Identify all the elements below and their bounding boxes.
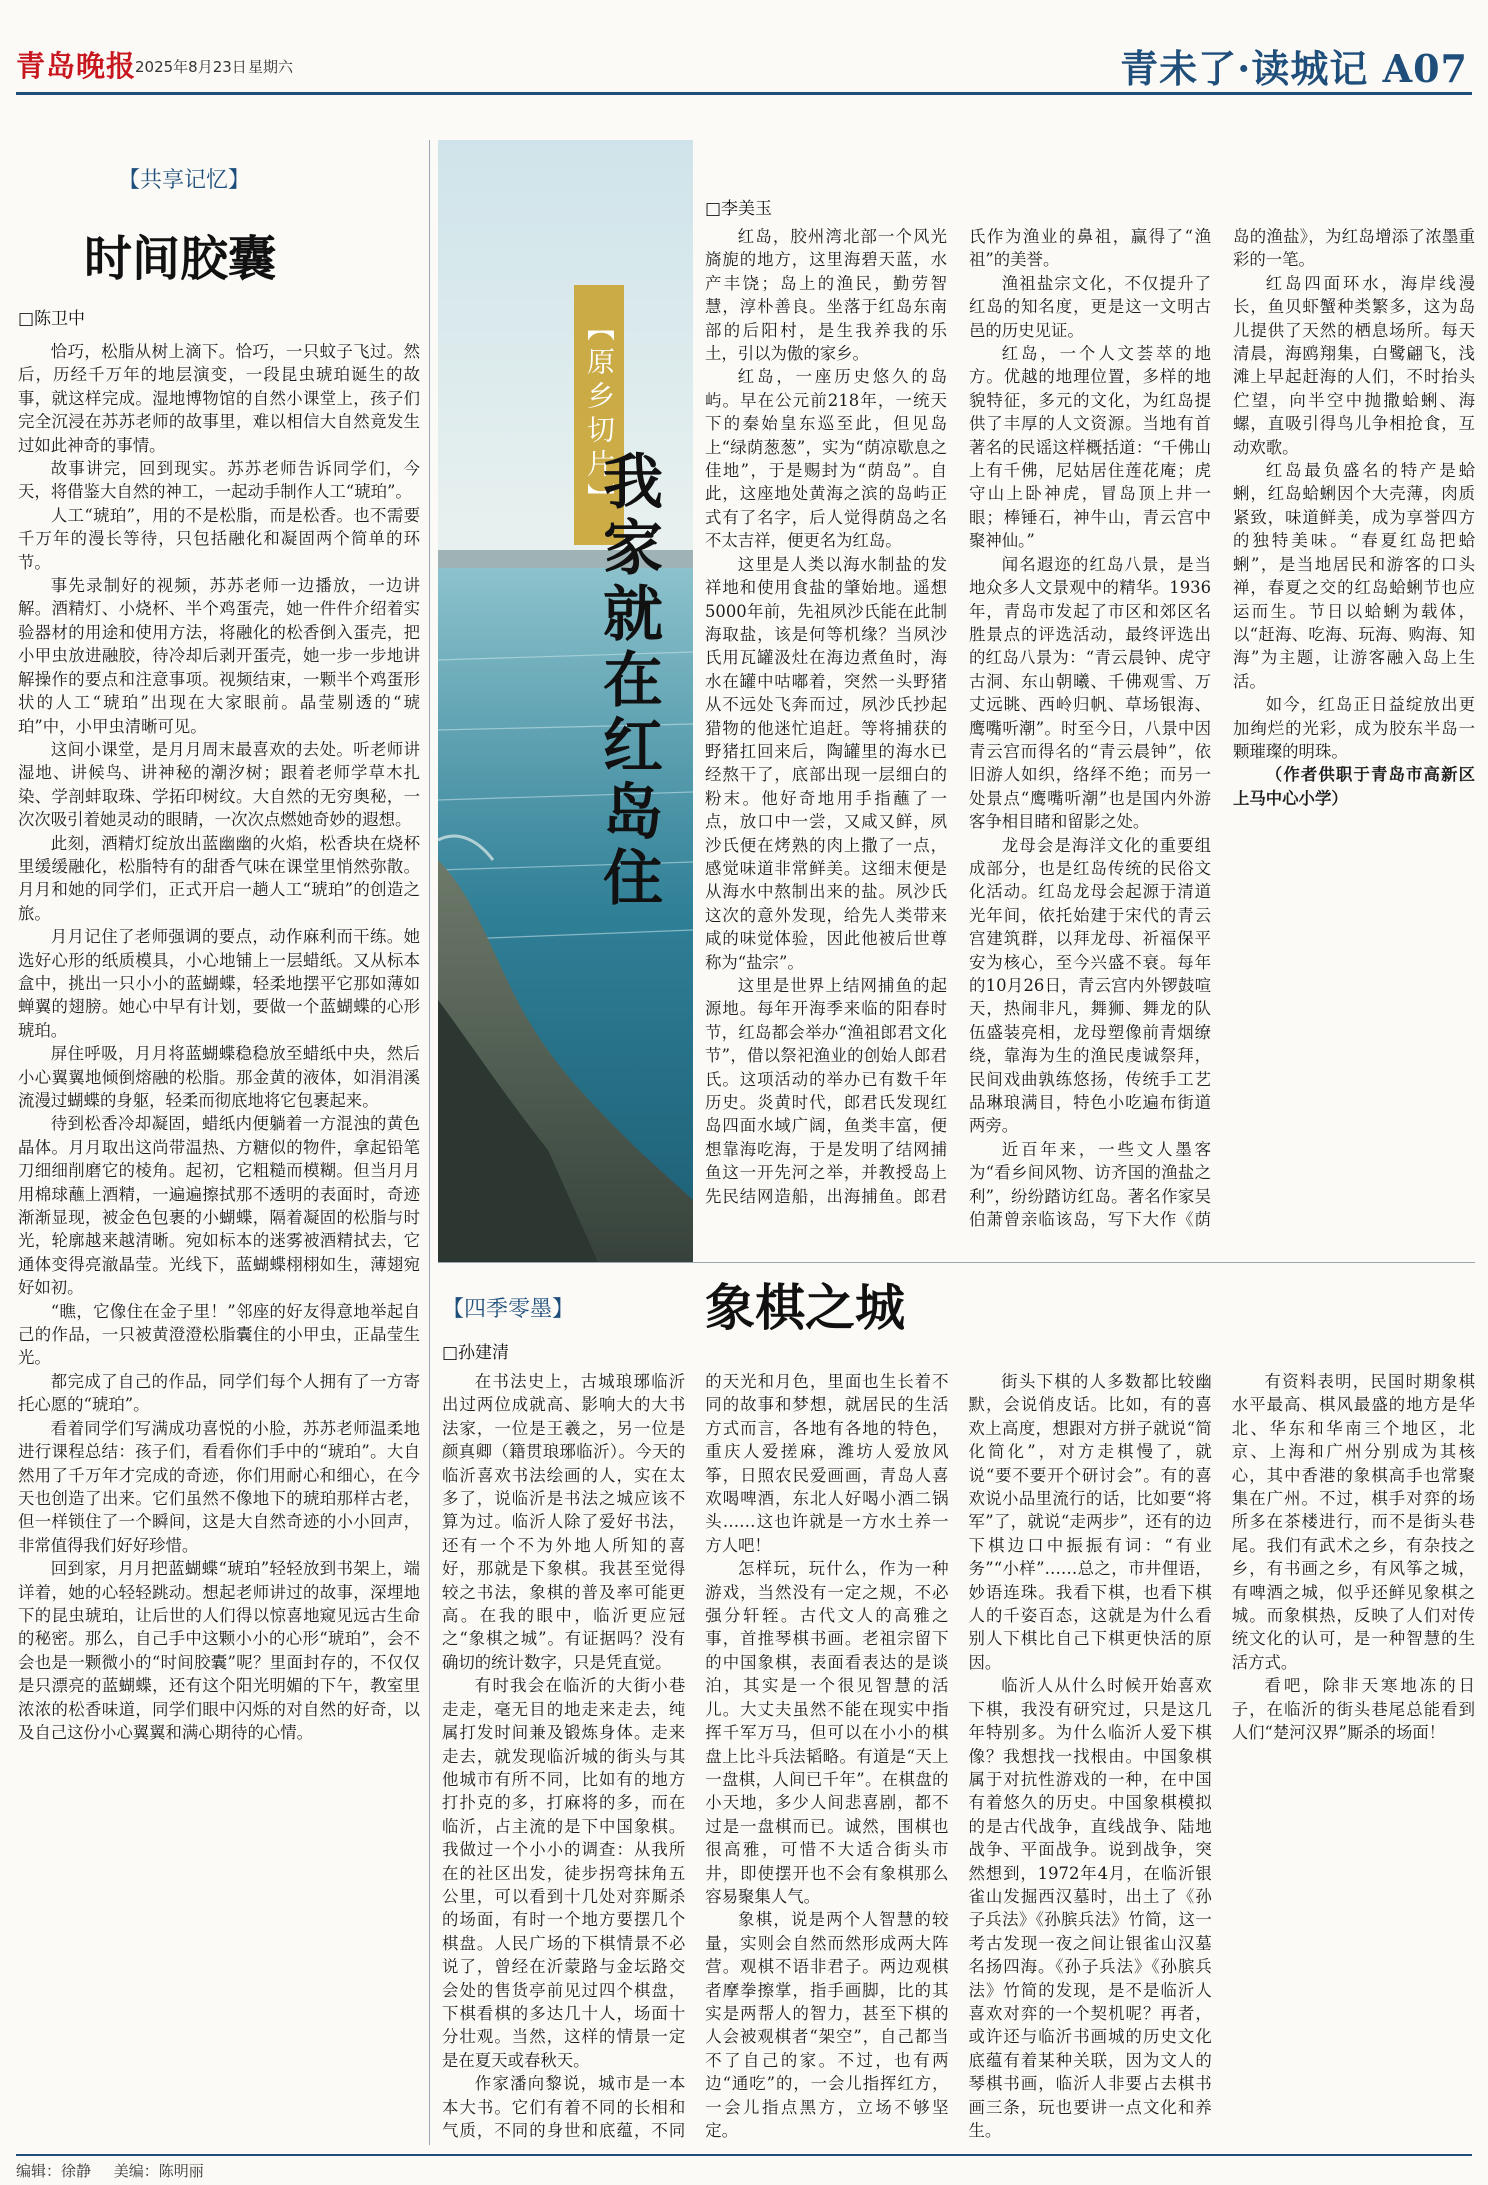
paragraph: “瞧，它像住在金子里！”邻座的好友得意地举起自己的作品，一只被黄澄澄松脂囊住的小甲虫，正晶莹生光。: [18, 1301, 420, 1368]
paragraph: 待到松香冷却凝固，蜡纸内便躺着一方混浊的黄色晶体。月月取出这尚带温热、方糖似的物件，拿起铅笔刀细细削磨它的棱角。起初，它粗糙而模糊。但当月月用棉球蘸上酒精，一遍遍擦拭那不透明的表面时，奇迹渐渐显现，被金色包裹的小蝴蝶，隔着凝固的松脂与时光，轮廓越来越清晰。宛如标本的迷雾被酒精拭去，它通体变得亮澈晶莹。光线下，蓝蝴蝶栩栩如生，薄翅宛好如初。: [18, 1114, 420, 1298]
paragraph: 红岛四面环水，海岸线漫长，鱼贝虾蟹种类繁多，这为岛儿提供了天然的栖息场所。每天清晨，海鸥翔集，白鹭翩飞，浅滩上早起赶海的人们，不时抬头伫望，向半空中抛撒蛤蜊、海螺，直吸引得鸟儿争相抢食，互动欢歌。: [1233, 273, 1475, 457]
article1-title: 时间胶囊: [84, 231, 277, 287]
article2-tag: 【原乡切片】: [574, 285, 624, 545]
paragraph: 如今，红岛正日益绽放出更加绚烂的光彩，成为胶东半岛一颗璀璨的明珠。: [1233, 695, 1475, 761]
paragraph: 都完成了自己的作品，同学们每个人拥有了一方寄托心愿的“琥珀”。: [18, 1371, 420, 1415]
paragraph: 有资料表明，民国时期象棋水平最高、棋风最盛的地方是华北、华东和华南三个地区，北京、上海和广州分别成为其核心，其中香港的象棋高手也常聚集在广州。不过，棋手对弈的场所多在茶楼进行，而不是街头巷尾。我们有武术之乡，有杂技之乡，有书画之乡，有风筝之城，有啤酒之城，似乎还鲜见象棋之城。而象棋热，反映了人们对传统文化的认可，是一种智慧的生活方式。: [1231, 1372, 1475, 1672]
paragraph: 恰巧，松脂从树上滴下。恰巧，一只蚊子飞过。然后，历经千万年的地层演变，一段昆虫琥珀诞生的故事，就这样完成。湿地博物馆的自然小课堂上，孩子们完全沉浸在苏苏老师的故事里，难以相信大自然竟发生过如此神奇的事情。: [18, 342, 420, 455]
paragraph: 怎样玩，玩什么，作为一种游戏，当然没有一定之规，不必强分轩轾。古代文人的高雅之事，首推琴棋书画。老祖宗留下的中国象棋，表面看表达的是谈泊，其实是一个很见智慧的活儿。大丈夫虽然不能在现实中指挥千军万马，但可以在小小的棋盘上比斗兵法韬略。有道是“天上一盘棋，人间已千年”。在棋盘的小天地，多少人间悲喜剧，都不过是一盘棋而已。诚然，围棋也很高雅，可惜不大适合街头市井，即使摆开也不会有象棋那么容易聚集人气。: [705, 1559, 949, 1906]
article1-byline: □陈卫中: [18, 309, 86, 329]
paragraph: 渔祖盐宗文化，不仅提升了红岛的知名度，更是这一文明古邑的历史见证。: [969, 273, 1211, 340]
paragraph: 屏住呼吸，月月将蓝蝴蝶稳稳放至蜡纸中央，然后小心翼翼地倾倒熔融的松脂。那金黄的液体，如涓涓溪流漫过蝴蝶的身躯，轻柔而彻底地将它包裹起来。: [18, 1044, 420, 1110]
paragraph: 人工“琥珀”，用的不是松脂，而是松香。也不需要千万年的漫长等待，只包括融化和凝固两个简单的环节。: [18, 505, 420, 572]
paragraph: 近百年来，一些文人墨客为“看乡间风物、访齐国的渔盐之利”，纷纷踏访红岛。著名作家吴伯萧曾亲临该岛，写下大作《荫岛的渔盐》，为红岛增添了浓墨重彩的一笔。: [969, 227, 1475, 1230]
paragraph: 象棋，说是两个人智慧的较量，实则会自然而然形成两大阵营。观棋不语非君子。两边观棋者摩拳擦掌，指手画脚，比的其实是两帮人的智力，甚至下棋的人会被观棋者“架空”，自己都当不了自己的家。不过，也有两边“通吃”的，一会儿指挥红方，一会儿指点黑方，立场不够坚定。: [705, 1910, 949, 2140]
paragraph: 看吧，除非天寒地冻的日子，在临沂的街头巷尾总能看到人们“楚河汉界”厮杀的场面！: [1231, 1676, 1475, 1743]
paragraph: 故事讲完，回到现实。苏苏老师告诉同学们，今天，将借鉴大自然的神工，一起动手制作人工“琥珀”。: [18, 459, 420, 502]
paragraph: 红岛最负盛名的特产是蛤蜊，红岛蛤蜊因个大壳薄，肉质紧致，味道鲜美，成为享誉四方的独特美味。“春夏红岛把蛤蜊”，是当地居民和游客的口头禅，春夏之交的红岛蛤蜊节也应运而生。节日以蛤蜊为载体，以“赶海、吃海、玩海、购海、知海”为主题，让游客融入岛上生活。: [1233, 461, 1475, 691]
article3-byline: □孙建清: [442, 1343, 510, 1363]
paragraph: 看着同学们写满成功喜悦的小脸，苏苏老师温柔地进行课程总结：孩子们，看看你们手中的“琥珀”。大自然用了千万年才完成的奇迹，你们用耐心和细心，在今天也创造了出来。它们虽然不像地下的琥珀那样古老，但一样锁住了一个瞬间，这是大自然奇迹的小小回声，非常值得我们好好珍惜。: [18, 1418, 420, 1555]
article2-title: 我家就在红岛住: [593, 450, 663, 912]
article3-title: 象棋之城: [705, 1278, 905, 1337]
paragraph: 作家潘向黎说，城市是一本本大书。它们有着不同的长相和气质，不同的身世和底蕴，不同的天光和月色，里面也生长着不同的故事和梦想，就居民的生活方式而言，各地有各地的特色，重庆人爱搓麻，潍坊人爱放风筝，日照农民爱画画，青岛人喜欢喝啤酒，东北人好喝小酒二锅头……这也许就是一方水土养一方人吧！: [442, 1372, 949, 2140]
column-divider: [429, 140, 430, 2145]
issue-date: 2025年8月23日: [135, 58, 247, 76]
masthead-rule: [16, 92, 1472, 95]
footer-credits: [16, 2160, 222, 2181]
paragraph: 回到家，月月把蓝蝴蝶“琥珀”轻轻放到书架上，端详着，她的心轻轻跳动。想起老师讲过的故事，深埋地下的昆虫琥珀，让后世的人们得以惊喜地窥见远古生命的秘密。那么，自己手中这颗小小的心形“琥珀”，会不会也是一颗微小的“时间胶囊”呢？里面封存的，不仅仅是只漂亮的蓝蝴蝶，还有这个阳光明媚的下午，教室里浓浓的松香味道，同学们眼中闪烁的对自然的好奇，以及自己这份小心翼翼和满心期待的心情。: [18, 1559, 420, 1742]
paragraph: 龙母会是海洋文化的重要组成部分，也是红岛传统的民俗文化活动。红岛龙母会起源于清道光年间，依托始建于宋代的青云宫建筑群，以拜龙母、祈福保平安为核心，至今兴盛不衰。每年的10月26日，青云宫内外锣鼓喧天，热闹非凡，舞狮、舞龙的队伍盛装亮相，龙母塑像前青烟缭绕，靠海为生的渔民虔诚祭拜，民间戏曲孰练悠扬，传统手工艺品琳琅满目，特色小吃遍布街道两旁。: [969, 835, 1211, 1136]
article1-tag: 【共享记忆】: [118, 168, 251, 193]
paragraph: 有时我会在临沂的大街小巷走走，毫无目的地走来走去，纯属打发时间兼及锻炼身体。走来走去，就发现临沂城的街头与其他城市有所不同，比如有的地方打扑克的多，打麻将的多，而在临沂，占主流的是下中国象棋。我做过一个小小的调查：从我所在的社区出发，徒步拐弯抹角五公里，可以看到十几处对弈厮杀的场面，有时一个地方要摆几个棋盘。人民广场的下棋情景不必说了，曾经在沂蒙路与金坛路交会处的售货亭前见过四个棋盘，下棋看棋的多达几十人，场面十分壮观。当然，这样的情景一定是在夏天或春秋天。: [442, 1676, 686, 2070]
paragraph: 街头下棋的人多数都比较幽默，会说俏皮话。比如，有的喜欢上高度，想跟对方拼子就说“简化简化”，对方走棋慢了，就说“要不要开个研讨会”。有的喜欢说小品里流行的话，比如要“将军”了，就说“走两步”，还有的边下棋边口中振振有词：“有业务”“小样”……总之，市井俚语，妙语连珠。我看下棋，也看下棋人的千姿百态，这就是为什么看别人下棋比自己下棋更快活的原因。: [968, 1372, 1212, 1672]
article1-body: [18, 340, 420, 2140]
article2-body: [705, 225, 1475, 1245]
paragraph: 月月记住了老师强调的要点，动作麻利而干练。她选好心形的纸质模具，小心地铺上一层蜡纸。又从标本盒中，挑出一只小小的蓝蝴蝶，轻柔地摆平它那如薄如蝉翼的翅膀。她心中早有计划，要做一个蓝蝴蝶的心形琥珀。: [18, 927, 420, 1040]
section-title: 青未了·读城记 A07: [1120, 46, 1468, 91]
newspaper-logo: 青岛晚报: [16, 49, 137, 83]
paragraph: 红岛，胶州湾北部一个风光旖旎的地方，这里海碧天蓝，水产丰饶；岛上的渔民，勤劳智慧，淳朴善良。坐落于红岛东南部的后阳村，是生我养我的乐土，引以为傲的家乡。: [705, 227, 947, 364]
section-divider: [438, 1262, 1475, 1263]
footer-rule: [16, 2154, 1472, 2156]
paragraph: 这里是世界上结网捕鱼的起源地。每年开海季来临的阳春时节，红岛都会举办“渔祖郎君文化节”，借以祭祀渔业的创始人郎君氏。这项活动的举办已有数千年历史。炎黄时代，郎君氏发现红岛四面水域广阔，鱼类丰富，便想靠海吃海，于是发明了结网捕鱼这一开先河之举，并教授岛上先民结网造船，出海捕鱼。郎君氏作为渔业的鼻祖，赢得了“渔祖”的美誉。: [705, 227, 1211, 1206]
paragraph: 在书法史上，古城琅琊临沂出过两位成就高、影响大的大书法家，一位是王羲之，另一位是颜真卿（籍贯琅琊临沂）。今天的临沂喜欢书法绘画的人，实在太多了，说临沂是书法之城应该不算为过。临沂人除了爱好书法，还有一个不为外地人所知的喜好，那就是下象棋。我甚至觉得较之书法，象棋的普及率可能更高。在我的眼中，临沂更应冠之“象棋之城”。有证据吗？没有确切的统计数字，只是凭直觉。: [442, 1372, 686, 1672]
article2-byline: □李美玉: [705, 199, 773, 219]
article3-body: [442, 1370, 1475, 2145]
designer-credit: 美编：陈明丽: [113, 2162, 204, 2180]
article3-tag: 【四季零墨】: [442, 1297, 575, 1322]
paragraph: 红岛，一座历史悠久的岛屿。早在公元前218年，一统天下的秦始皇东巡至此，但见岛上“绿荫葱葱”，实为“荫凉歇息之佳地”，于是赐封为“荫岛”。自此，这座地处黄海之滨的岛屿正式有了名字，后人觉得荫岛之名不太吉祥，便更名为红岛。: [705, 367, 947, 551]
author-note: （作者供职于青岛市高新区上马中心小学）: [1233, 765, 1475, 808]
issue-weekday: 星期六: [248, 58, 294, 76]
editor-credit: 编辑：徐静: [16, 2162, 92, 2180]
paragraph: 这里是人类以海水制盐的发祥地和使用食盐的肇始地。遥想5000年前，先祖夙沙氏能在此制海取盐，该是何等机缘？当夙沙氏用瓦罐汲灶在海边煮鱼时，海水在罐中咕嘟着，突然一头野猪从不远处飞奔而过，夙沙氏抄起猎物的他迷忙追赶。等将捕获的野猪扛回来后，陶罐里的海水已经熬干了，底部出现一层细白的粉末。他好奇地用手指蘸了一点，放口中一尝，又咸又鲜，夙沙氏便在烤熟的肉上撒了一点，感觉味道非常鲜美。这细末便是从海水中熬制出来的盐。夙沙氏这次的意外发现，给先人类带来咸的味觉体验，因此他被后世尊称为“盐宗”。: [705, 554, 947, 972]
paragraph: 这间小课堂，是月月周末最喜欢的去处。听老师讲湿地、讲候鸟、讲神秘的潮汐树；跟着老师学草木扎染、学剖蚌取珠、学拓印树纹。大自然的无穷奥秘，一次次吸引着她灵动的眼睛，一次次点燃她奇妙的遐想。: [18, 739, 420, 830]
paragraph: 闻名遐迩的红岛八景，是当地众多人文景观中的精华。1936年，青岛市发起了市区和郊区名胜景点的评选活动，最终评选出的红岛八景为：“青云晨钟、虎守古洞、东山朝曦、千佛观雪、万丈远眺、西岭归帆、草场银海、鹰嘴听潮”。时至今日，八景中因青云宫而得名的“青云晨钟”，依旧游人如织，络绎不绝；而另一处景点“鹰嘴听潮”也是国内外游客争相目睹和留影之处。: [969, 554, 1211, 832]
paragraph: 事先录制好的视频，苏苏老师一边播放，一边讲解。酒精灯、小烧杯、半个鸡蛋壳，她一件件介绍着实验器材的用途和使用方法，将融化的松香倒入蛋壳，把小甲虫放进融胶，待冷却后剥开蛋壳，她一步一步地讲解操作的要点和注意事项。视频结束，一颗半个鸡蛋形状的人工“琥珀”出现在大家眼前。晶莹剔透的“琥珀”中，小甲虫清晰可见。: [18, 576, 420, 736]
paragraph: 临沂人从什么时候开始喜欢下棋，我没有研究过，只是这几年特别多。为什么临沂人爱下棋像？我想找一找根由。中国象棋属于对抗性游戏的一种，在中国有着悠久的历史。中国象棋模拟的是古代战争，直线战争、陆地战争、平面战争。说到战争，突然想到，1972年4月，在临沂银雀山发掘西汉墓时，出土了《孙子兵法》《孙膑兵法》竹简，这一考古发现一夜之间让银雀山汉墓名扬四海。《孙子兵法》《孙膑兵法》竹简的发现，是不是临沂人喜欢对弈的一个契机呢？再者，或许还与临沂书画城的历史文化底蕴有着某种关联，因为文人的琴棋书画，临沂人非要占去棋书画三条，玩也要讲一点文化和养生。: [968, 1676, 1212, 2140]
paragraph: 红岛，一个人文荟萃的地方。优越的地理位置，多样的地貌特征，多元的文化，为红岛提供了丰厚的人文资源。当地有首著名的民谣这样概括道：“千佛山上有千佛，尼姑居住莲花庵；虎守山上卧神虎，冒岛顶上井一眼；棒锤石，神牛山，青云宫中聚神仙。”: [969, 344, 1211, 551]
paragraph: 此刻，酒精灯绽放出蓝幽幽的火焰，松香块在烧杯里缓缓融化，松脂特有的甜香气味在课堂里悄然弥散。月月和她的同学们，正式开启一趟人工“琥珀”的创造之旅。: [18, 833, 420, 923]
